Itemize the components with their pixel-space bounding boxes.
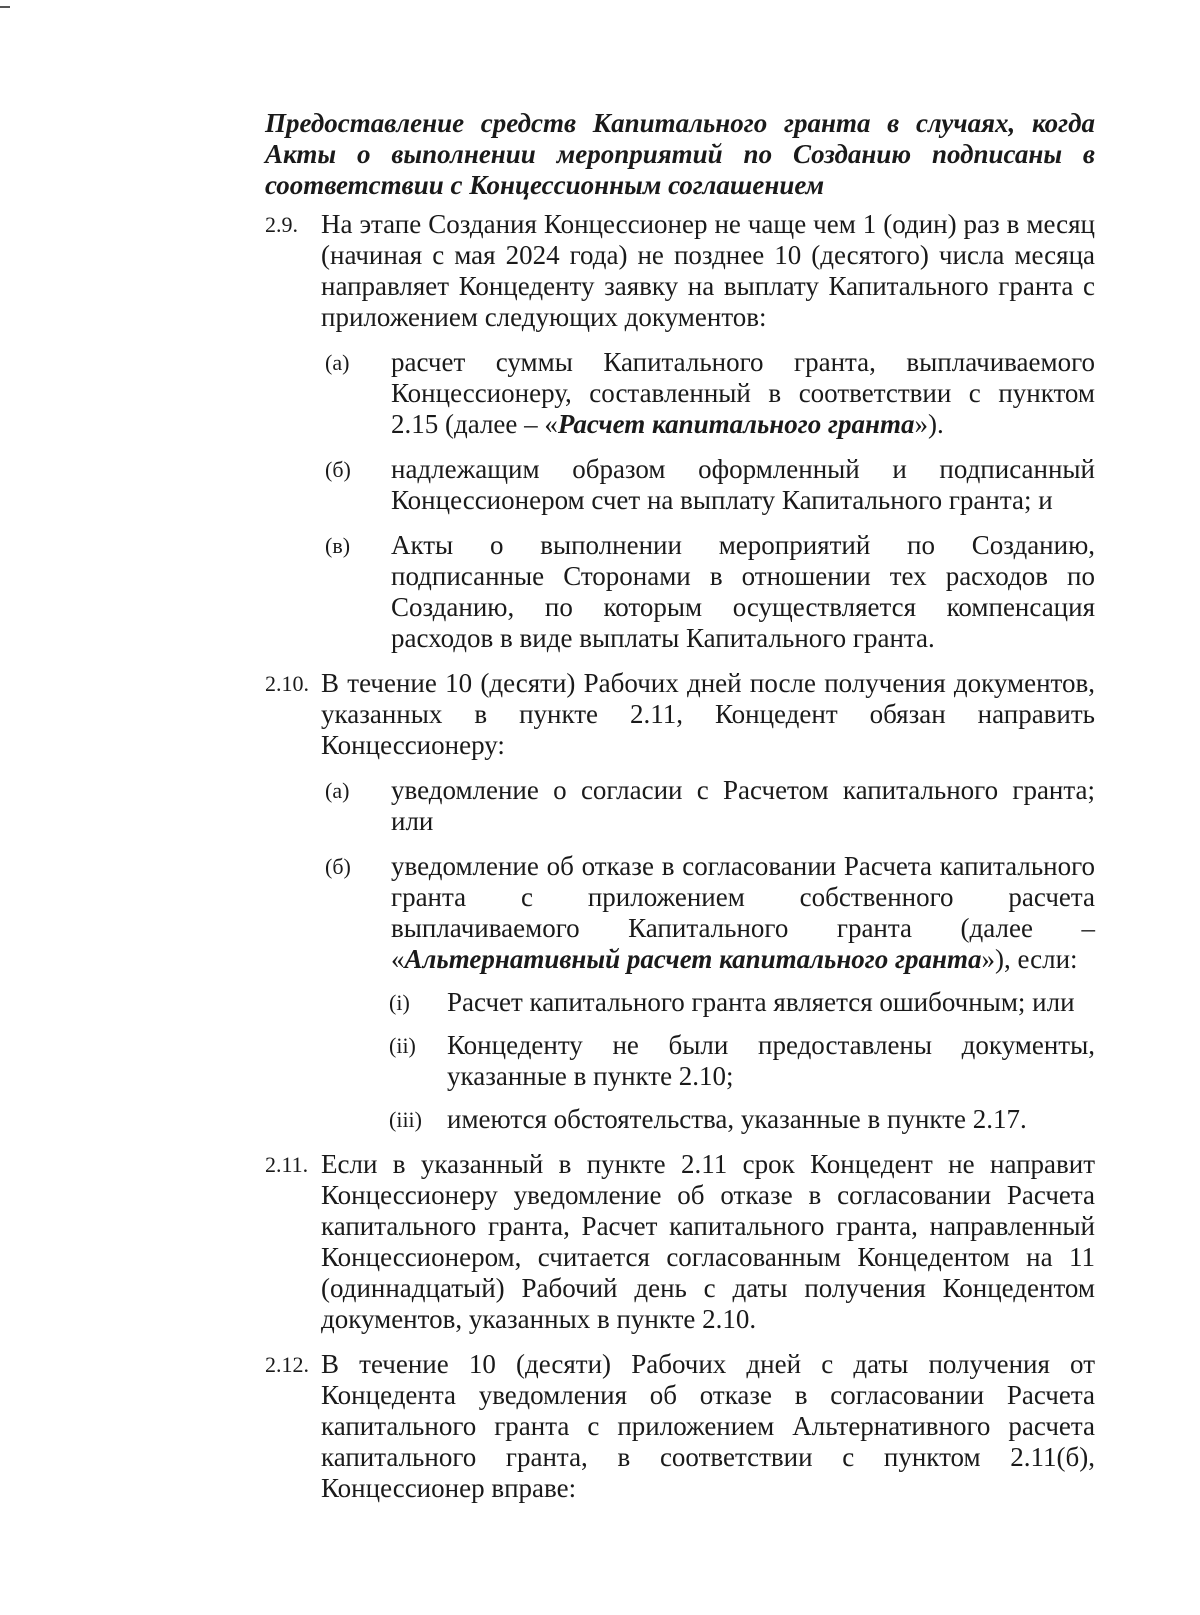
clause-2-10-b-subitem-i	[265, 987, 1095, 1018]
item-text: Акты о выполнении мероприятий по Созданию, подписанные Сторонами в отношении тех расходов по Созданию, по которым осуществляется компенсация расходов в виде выплаты Капитального гранта.	[391, 530, 1095, 653]
clause-number: 2.10.	[265, 671, 309, 696]
clause-2-10-b-subitem-iii	[265, 1104, 1095, 1135]
item-text: надлежащим образом оформленный и подписанный Концессионером счет на выплату Капитального гранта; и	[391, 454, 1095, 515]
defined-term: Расчет капитального гранта	[557, 409, 915, 439]
clause-2-10-b-subitem-ii	[265, 1030, 1095, 1092]
clause-2-10-item-b	[265, 851, 1095, 975]
clause-text: На этапе Создания Концессионер не чаще чем 1 (один) раз в месяц (начиная с мая 2024 года) не позднее 10 (десятого) числа месяца направляет Концеденту заявку на выплату Капитального гранта с приложением следующих документов:	[321, 209, 1095, 332]
subitem-text: Концеденту не были предоставлены документы, указанные в пункте 2.10;	[447, 1030, 1095, 1091]
item-text: уведомление об отказе в согласовании Расчета капитального гранта с приложением собственного расчета выплачиваемого Капитального гранта (далее – «	[391, 851, 1095, 974]
item-text: уведомление о согласии с Расчетом капитального гранта; или	[391, 775, 1095, 836]
clause-number: 2.11.	[265, 1152, 309, 1177]
clause-2-9-item-a	[265, 347, 1095, 440]
clause-2-9-item-v	[265, 530, 1095, 654]
clause-number: 2.12.	[265, 1352, 309, 1377]
clause-text: Если в указанный в пункте 2.11 срок Концедент не направит Концессионеру уведомление об отказе в согласовании Расчета капитального гранта, Расчет капитального гранта, направленный Концессионером, считается согласованным Концедентом на 11 (одиннадцатый) Рабочий день с даты получения Концедентом документов, указанных в пункте 2.10.	[321, 1149, 1095, 1334]
clause-text: В течение 10 (десяти) Рабочих дней с даты получения от Концедента уведомления об отказе в согласовании Расчета капитального гранта с приложением Альтернативного расчета капитального гранта, в соответствии с пунктом 2.11(б), Концессионер вправе:	[321, 1349, 1095, 1503]
subitem-text: имеются обстоятельства, указанные в пункте 2.17.	[447, 1104, 1027, 1134]
item-text-end: »), если:	[981, 944, 1078, 974]
document-page	[265, 108, 1095, 1504]
subitem-text: Расчет капитального гранта является ошибочным; или	[447, 987, 1075, 1017]
clause-2-11	[265, 1149, 1095, 1335]
item-marker: (в)	[325, 533, 351, 558]
clause-2-12	[265, 1349, 1095, 1504]
subitem-marker: (i)	[389, 990, 410, 1015]
item-text: расчет суммы Капитального гранта, выплачиваемого Концессионеру, составленный в соответствии с пунктом 2.15 (далее – «	[391, 347, 1095, 439]
item-marker: (а)	[325, 350, 350, 375]
item-marker: (б)	[325, 854, 351, 879]
defined-term: Альтернативный расчет капитального гранта	[404, 944, 982, 974]
subitem-marker: (ii)	[389, 1033, 416, 1058]
clause-text: В течение 10 (десяти) Рабочих дней после получения документов, указанных в пункте 2.11, Концедент обязан направить Концессионеру:	[321, 668, 1095, 760]
item-marker: (б)	[325, 457, 351, 482]
scan-edge-mark	[0, 6, 10, 8]
clause-2-10-item-a	[265, 775, 1095, 837]
section-heading: Предоставление средств Капитального гранта в случаях, когда Акты о выполнении мероприятий по Созданию подписаны в соответствии с Концессионным соглашением	[265, 108, 1095, 200]
clause-2-9-item-b	[265, 454, 1095, 516]
clause-number: 2.9.	[265, 212, 298, 237]
item-marker: (а)	[325, 778, 350, 803]
subitem-marker: (iii)	[389, 1107, 422, 1132]
clause-2-9	[265, 209, 1095, 333]
item-text-end: »).	[914, 409, 944, 439]
clause-2-10	[265, 668, 1095, 761]
